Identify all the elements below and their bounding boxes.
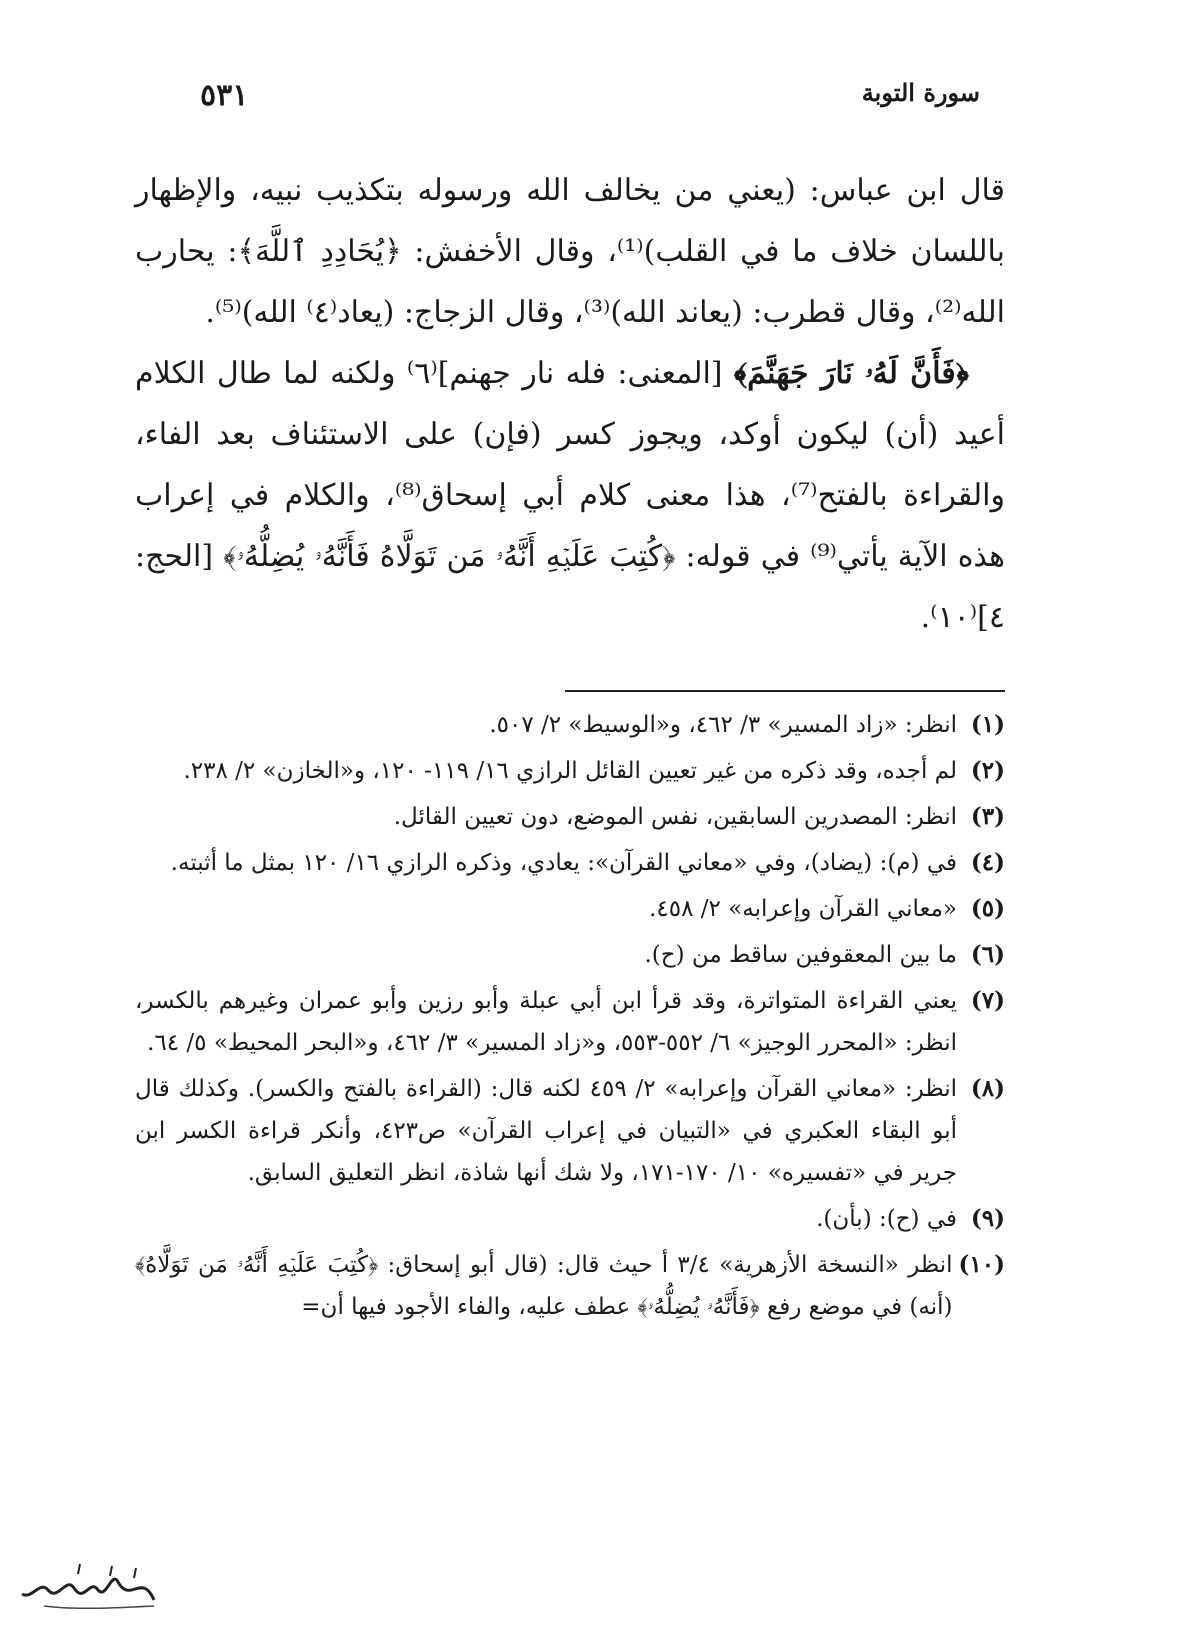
footnote-3 (135, 796, 1005, 838)
footnote-separator (565, 690, 1005, 692)
footnote-number: (٩) (970, 1205, 1005, 1232)
footnote-number: (١٠) (958, 1251, 1005, 1278)
footnote-number: (٦) (970, 941, 1005, 968)
footnote-number: (٣) (970, 803, 1005, 830)
footnote-number: (٨) (970, 1075, 1005, 1102)
footnote-7 (135, 980, 1005, 1064)
footnote-text: لم أجده، وقد ذكره من غير تعيين القائل الرازي ١٦/ ١١٩- ١٢٠، و«الخازن» ٢/ ٢٣٨. (183, 758, 957, 784)
footnote-text: يعني القراءة المتواترة، وقد قرأ ابن أبي عبلة وأبو رزين وأبو عمران وغيرهم بالكسر، انظر: «المحرر الوجيز» ٦/ ٥٥٢-٥٥٣، و«زاد المسير» ٣/ ٤٦٢، و«البحر المحيط» ٥/ ٦٤. (135, 988, 957, 1056)
page-number: ٥٣١ (200, 78, 249, 113)
footnote-text: انظر «النسخة الأزهرية» ٣/٤ أ حيث قال: (قال أبو إسحاق: ﴿كُتِبَ عَلَيۡهِ أَنَّهُۥ مَن تَوَلَّاهُ﴾ (أنه) في موضع رفع ﴿فَأَنَّهُۥ يُضِلُّهُۥ﴾ عطف عليه، والفاء الأجود فيها أن= (135, 1252, 953, 1320)
footnote-number: (٧) (970, 987, 1005, 1014)
footnote-text: انظر: «زاد المسير» ٣/ ٤٦٢، و«الوسيط» ٢/ ٥٠٧. (489, 712, 957, 738)
footnote-number: (٢) (970, 757, 1005, 784)
footnotes (135, 704, 1005, 1332)
paragraph-2 (135, 343, 1005, 648)
quran-verse: ﴿فَأَنَّ لَهُۥ نَارَ جَهَنَّمَ﴾ (733, 356, 969, 391)
footnote-10 (135, 1244, 1005, 1328)
footnote-text: انظر: المصدرين السابقين، نفس الموضع، دون تعيين القائل. (393, 804, 957, 830)
footnote-6 (135, 934, 1005, 976)
footnote-text: في (م): (يضاد)، وفي «معاني القرآن»: يعادي، وذكره الرازي ١٦/ ١٢٠ بمثل ما أثبته. (170, 850, 957, 876)
footnote-9 (135, 1198, 1005, 1240)
footnote-text: «معاني القرآن وإعرابه» ٢/ ٤٥٨. (649, 896, 957, 922)
footnote-text: انظر: «معاني القرآن وإعرابه» ٢/ ٤٥٩ لكنه قال: (القراءة بالفتح والكسر). وكذلك قال أبو البقاء العكبري في «التبيان في إعراب القرآن» ص٤٢٣، وأنكر قراءة الكسر ابن جرير في «تفسيره» ١٠/ ١٧٠-١٧١، ولا شك أنها شاذة، انظر التعليق السابق. (135, 1076, 957, 1186)
footnote-8 (135, 1068, 1005, 1194)
footnote-4 (135, 842, 1005, 884)
main-text (135, 160, 1005, 648)
library-stamp-logo (14, 1560, 162, 1612)
footnote-number: (١) (970, 711, 1005, 738)
surah-title: سورة التوبة (861, 78, 980, 107)
footnote-text: في (ح): (بأن). (816, 1206, 957, 1232)
paragraph-1: قال ابن عباس: (يعني من يخالف الله ورسوله بتكذيب نبيه، والإظهار باللسان خلاف ما في القلب)⁽¹⁾، وقال الأخفش: ﴿يُحَادِدِ ٱللَّهَ﴾: يحارب الله⁽²⁾، وقال قطرب: (يعاند الله)⁽³⁾، وقال الزجاج: (يعاد⁽٤⁾ الله)⁽⁵⁾. (135, 173, 1005, 330)
footnote-number: (٥) (970, 895, 1005, 922)
footnote-2 (135, 750, 1005, 792)
footnote-5 (135, 888, 1005, 930)
paragraph-2-text: [المعنى: فله نار جهنم]⁽٦⁾ ولكنه لما طال الكلام أعيد (أن) ليكون أوكد، ويجوز كسر (فإن) على الاستئناف بعد الفاء، والقراءة بالفتح⁽⁷⁾، هذا معنى كلام أبي إسحاق⁽⁸⁾، والكلام في إعراب هذه الآية يأتي⁽⁹⁾ في قوله: ﴿كُتِبَ عَلَيۡهِ أَنَّهُۥ مَن تَوَلَّاهُ فَأَنَّهُۥ يُضِلُّهُۥ﴾ [الحج: ٤]⁽١٠⁾. (135, 356, 1006, 635)
footnote-number: (٤) (970, 849, 1005, 876)
footnote-1 (135, 704, 1005, 746)
footnote-text: ما بين المعقوفين ساقط من (ح). (644, 942, 957, 968)
